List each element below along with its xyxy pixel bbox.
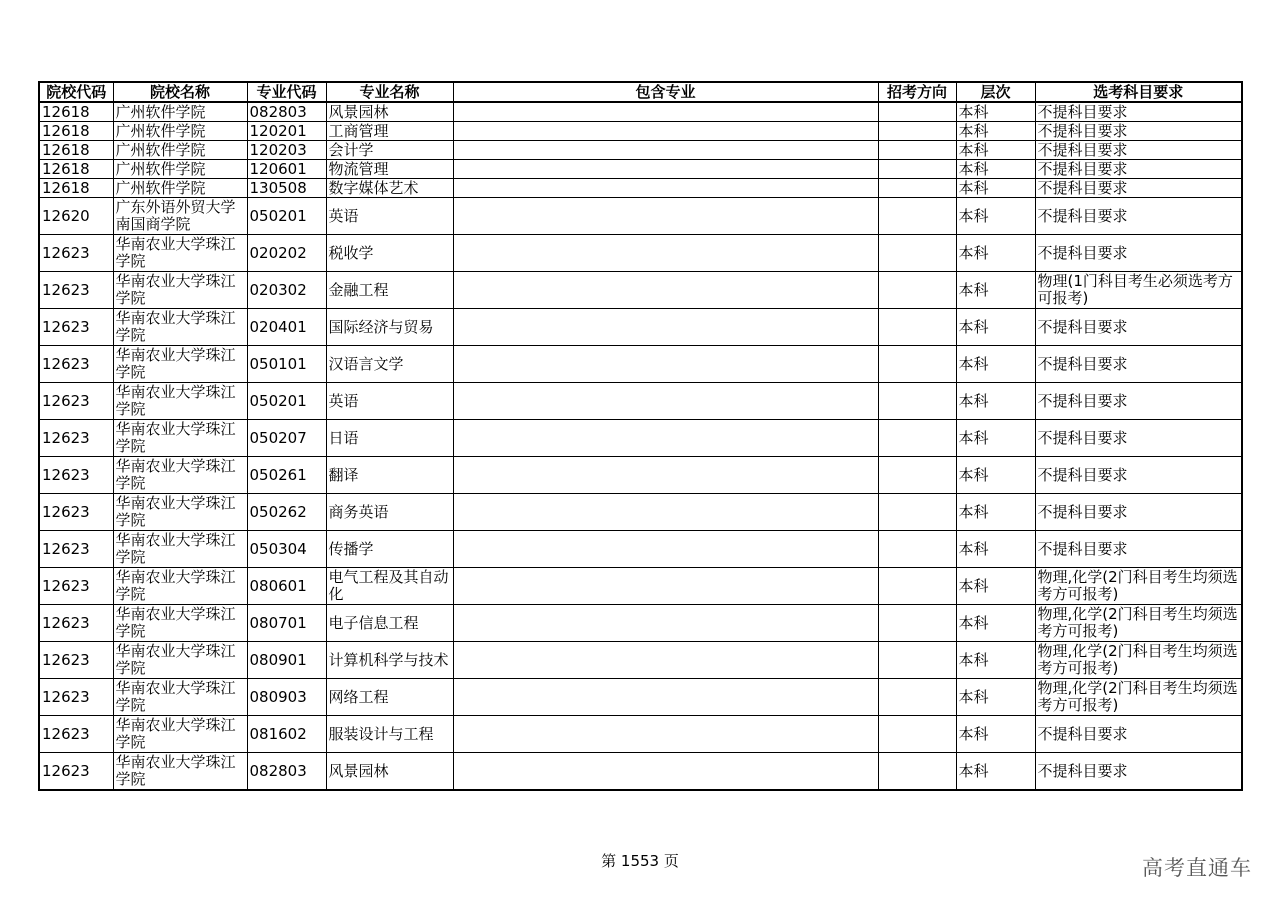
cell-major-code: 020302: [247, 272, 326, 309]
cell-level: 本科: [956, 568, 1035, 605]
cell-major-code: 080701: [247, 605, 326, 642]
cell-included-majors: [453, 494, 878, 531]
cell-direction: [878, 494, 956, 531]
cell-direction: [878, 102, 956, 122]
cell-school-name: 广州软件学院: [113, 141, 247, 160]
cell-major-name: 英语: [326, 383, 453, 420]
cell-school-name: 华南农业大学珠江学院: [113, 679, 247, 716]
header-school-name: 院校名称: [113, 82, 247, 102]
cell-subject-requirement: 物理,化学(2门科目考生均须选考方可报考): [1035, 605, 1242, 642]
cell-level: 本科: [956, 383, 1035, 420]
cell-included-majors: [453, 102, 878, 122]
cell-school-code: 12623: [39, 605, 113, 642]
cell-level: 本科: [956, 160, 1035, 179]
cell-school-name: 华南农业大学珠江学院: [113, 272, 247, 309]
cell-major-name: 日语: [326, 420, 453, 457]
cell-direction: [878, 272, 956, 309]
cell-school-name: 华南农业大学珠江学院: [113, 235, 247, 272]
cell-major-code: 082803: [247, 753, 326, 791]
cell-subject-requirement: 物理,化学(2门科目考生均须选考方可报考): [1035, 642, 1242, 679]
table-row: [39, 716, 1242, 753]
cell-major-name: 金融工程: [326, 272, 453, 309]
cell-direction: [878, 605, 956, 642]
cell-major-name: 电气工程及其自动化: [326, 568, 453, 605]
cell-direction: [878, 346, 956, 383]
table-row: [39, 346, 1242, 383]
cell-major-code: 020202: [247, 235, 326, 272]
cell-included-majors: [453, 122, 878, 141]
cell-major-name: 传播学: [326, 531, 453, 568]
table-row: [39, 420, 1242, 457]
cell-direction: [878, 383, 956, 420]
cell-direction: [878, 420, 956, 457]
cell-subject-requirement: 物理(1门科目考生必须选考方可报考): [1035, 272, 1242, 309]
cell-school-code: 12618: [39, 179, 113, 198]
cell-major-name: 物流管理: [326, 160, 453, 179]
header-subject-requirement: 选考科目要求: [1035, 82, 1242, 102]
table-row: [39, 272, 1242, 309]
cell-included-majors: [453, 383, 878, 420]
cell-major-code: 120201: [247, 122, 326, 141]
cell-school-code: 12623: [39, 568, 113, 605]
cell-major-code: 130508: [247, 179, 326, 198]
cell-major-name: 商务英语: [326, 494, 453, 531]
cell-included-majors: [453, 679, 878, 716]
table-row: [39, 141, 1242, 160]
table-row: [39, 494, 1242, 531]
cell-included-majors: [453, 272, 878, 309]
cell-major-code: 082803: [247, 102, 326, 122]
cell-major-code: 120203: [247, 141, 326, 160]
cell-school-code: 12620: [39, 198, 113, 235]
cell-major-name: 电子信息工程: [326, 605, 453, 642]
cell-school-name: 广州软件学院: [113, 160, 247, 179]
cell-school-name: 华南农业大学珠江学院: [113, 420, 247, 457]
cell-major-code: 050201: [247, 198, 326, 235]
cell-school-name: 广东外语外贸大学南国商学院: [113, 198, 247, 235]
cell-school-code: 12618: [39, 160, 113, 179]
cell-direction: [878, 160, 956, 179]
table-row: [39, 102, 1242, 122]
cell-major-code: 050101: [247, 346, 326, 383]
table-row: [39, 753, 1242, 791]
table-row: [39, 235, 1242, 272]
cell-included-majors: [453, 642, 878, 679]
cell-included-majors: [453, 198, 878, 235]
table-row: [39, 122, 1242, 141]
cell-school-name: 华南农业大学珠江学院: [113, 309, 247, 346]
cell-included-majors: [453, 309, 878, 346]
cell-school-code: 12623: [39, 420, 113, 457]
cell-school-code: 12623: [39, 642, 113, 679]
cell-school-name: 华南农业大学珠江学院: [113, 642, 247, 679]
cell-major-name: 服装设计与工程: [326, 716, 453, 753]
cell-school-name: 华南农业大学珠江学院: [113, 457, 247, 494]
cell-subject-requirement: 不提科目要求: [1035, 383, 1242, 420]
cell-included-majors: [453, 568, 878, 605]
cell-major-name: 翻译: [326, 457, 453, 494]
cell-included-majors: [453, 605, 878, 642]
table-row: [39, 383, 1242, 420]
cell-level: 本科: [956, 272, 1035, 309]
cell-subject-requirement: 不提科目要求: [1035, 457, 1242, 494]
cell-level: 本科: [956, 753, 1035, 791]
table-row: [39, 642, 1242, 679]
table-row: [39, 568, 1242, 605]
cell-major-name: 风景园林: [326, 753, 453, 791]
cell-subject-requirement: 不提科目要求: [1035, 531, 1242, 568]
cell-direction: [878, 716, 956, 753]
cell-level: 本科: [956, 102, 1035, 122]
cell-level: 本科: [956, 494, 1035, 531]
header-major-code: 专业代码: [247, 82, 326, 102]
cell-major-code: 081602: [247, 716, 326, 753]
cell-school-code: 12623: [39, 531, 113, 568]
cell-level: 本科: [956, 309, 1035, 346]
table-row: [39, 531, 1242, 568]
cell-level: 本科: [956, 198, 1035, 235]
cell-direction: [878, 679, 956, 716]
cell-subject-requirement: 不提科目要求: [1035, 122, 1242, 141]
cell-subject-requirement: 物理,化学(2门科目考生均须选考方可报考): [1035, 568, 1242, 605]
cell-subject-requirement: 不提科目要求: [1035, 309, 1242, 346]
cell-major-code: 020401: [247, 309, 326, 346]
cell-subject-requirement: 不提科目要求: [1035, 235, 1242, 272]
cell-included-majors: [453, 346, 878, 383]
cell-direction: [878, 642, 956, 679]
header-level: 层次: [956, 82, 1035, 102]
cell-direction: [878, 122, 956, 141]
cell-major-code: 050304: [247, 531, 326, 568]
cell-level: 本科: [956, 716, 1035, 753]
cell-major-code: 050207: [247, 420, 326, 457]
cell-level: 本科: [956, 679, 1035, 716]
cell-major-code: 050262: [247, 494, 326, 531]
cell-major-name: 计算机科学与技术: [326, 642, 453, 679]
cell-level: 本科: [956, 122, 1035, 141]
cell-school-code: 12623: [39, 457, 113, 494]
cell-major-name: 英语: [326, 198, 453, 235]
cell-level: 本科: [956, 346, 1035, 383]
cell-school-name: 华南农业大学珠江学院: [113, 716, 247, 753]
cell-major-name: 税收学: [326, 235, 453, 272]
cell-school-code: 12623: [39, 494, 113, 531]
header-school-code: 院校代码: [39, 82, 113, 102]
cell-school-name: 华南农业大学珠江学院: [113, 383, 247, 420]
cell-major-code: 080903: [247, 679, 326, 716]
cell-included-majors: [453, 716, 878, 753]
cell-subject-requirement: 不提科目要求: [1035, 141, 1242, 160]
cell-level: 本科: [956, 179, 1035, 198]
cell-major-name: 工商管理: [326, 122, 453, 141]
cell-school-code: 12623: [39, 383, 113, 420]
cell-subject-requirement: 不提科目要求: [1035, 716, 1242, 753]
table-body: [39, 102, 1242, 790]
cell-level: 本科: [956, 141, 1035, 160]
cell-subject-requirement: 不提科目要求: [1035, 753, 1242, 791]
table-row: [39, 679, 1242, 716]
cell-major-code: 050201: [247, 383, 326, 420]
cell-subject-requirement: 不提科目要求: [1035, 102, 1242, 122]
cell-included-majors: [453, 141, 878, 160]
cell-included-majors: [453, 179, 878, 198]
cell-included-majors: [453, 531, 878, 568]
cell-school-name: 华南农业大学珠江学院: [113, 346, 247, 383]
cell-included-majors: [453, 753, 878, 791]
cell-included-majors: [453, 160, 878, 179]
cell-major-name: 数字媒体艺术: [326, 179, 453, 198]
cell-direction: [878, 198, 956, 235]
cell-direction: [878, 531, 956, 568]
page-number: 第 1553 页: [601, 852, 679, 870]
cell-school-code: 12623: [39, 272, 113, 309]
cell-level: 本科: [956, 605, 1035, 642]
cell-subject-requirement: 不提科目要求: [1035, 160, 1242, 179]
cell-major-code: 120601: [247, 160, 326, 179]
cell-school-code: 12618: [39, 102, 113, 122]
cell-major-name: 网络工程: [326, 679, 453, 716]
cell-direction: [878, 568, 956, 605]
header-major-name: 专业名称: [326, 82, 453, 102]
cell-school-name: 华南农业大学珠江学院: [113, 568, 247, 605]
table-row: [39, 457, 1242, 494]
table-row: [39, 179, 1242, 198]
cell-level: 本科: [956, 457, 1035, 494]
cell-school-code: 12623: [39, 716, 113, 753]
cell-school-code: 12623: [39, 309, 113, 346]
cell-school-code: 12623: [39, 753, 113, 791]
cell-included-majors: [453, 235, 878, 272]
cell-direction: [878, 235, 956, 272]
header-row: [39, 82, 1242, 102]
table-row: [39, 160, 1242, 179]
header-included-majors: 包含专业: [453, 82, 878, 102]
cell-school-name: 华南农业大学珠江学院: [113, 531, 247, 568]
cell-level: 本科: [956, 642, 1035, 679]
cell-direction: [878, 309, 956, 346]
header-direction: 招考方向: [878, 82, 956, 102]
watermark: 高考直通车: [1142, 856, 1252, 880]
cell-major-name: 风景园林: [326, 102, 453, 122]
cell-direction: [878, 457, 956, 494]
cell-major-code: 080901: [247, 642, 326, 679]
cell-level: 本科: [956, 235, 1035, 272]
admissions-table: [38, 81, 1243, 791]
cell-major-name: 汉语言文学: [326, 346, 453, 383]
table-row: [39, 309, 1242, 346]
cell-major-code: 080601: [247, 568, 326, 605]
cell-included-majors: [453, 457, 878, 494]
cell-subject-requirement: 不提科目要求: [1035, 198, 1242, 235]
cell-school-code: 12623: [39, 346, 113, 383]
cell-subject-requirement: 不提科目要求: [1035, 179, 1242, 198]
cell-level: 本科: [956, 531, 1035, 568]
cell-direction: [878, 179, 956, 198]
cell-subject-requirement: 物理,化学(2门科目考生均须选考方可报考): [1035, 679, 1242, 716]
cell-subject-requirement: 不提科目要求: [1035, 346, 1242, 383]
cell-school-name: 广州软件学院: [113, 122, 247, 141]
cell-direction: [878, 753, 956, 791]
cell-school-code: 12623: [39, 679, 113, 716]
cell-school-code: 12618: [39, 141, 113, 160]
cell-included-majors: [453, 420, 878, 457]
cell-school-code: 12623: [39, 235, 113, 272]
cell-school-name: 华南农业大学珠江学院: [113, 494, 247, 531]
cell-major-name: 国际经济与贸易: [326, 309, 453, 346]
cell-direction: [878, 141, 956, 160]
cell-level: 本科: [956, 420, 1035, 457]
cell-major-code: 050261: [247, 457, 326, 494]
table-row: [39, 198, 1242, 235]
cell-school-name: 华南农业大学珠江学院: [113, 753, 247, 791]
cell-school-name: 广州软件学院: [113, 179, 247, 198]
table-row: [39, 605, 1242, 642]
cell-school-code: 12618: [39, 122, 113, 141]
cell-major-name: 会计学: [326, 141, 453, 160]
cell-subject-requirement: 不提科目要求: [1035, 494, 1242, 531]
cell-school-name: 广州软件学院: [113, 102, 247, 122]
cell-school-name: 华南农业大学珠江学院: [113, 605, 247, 642]
cell-subject-requirement: 不提科目要求: [1035, 420, 1242, 457]
